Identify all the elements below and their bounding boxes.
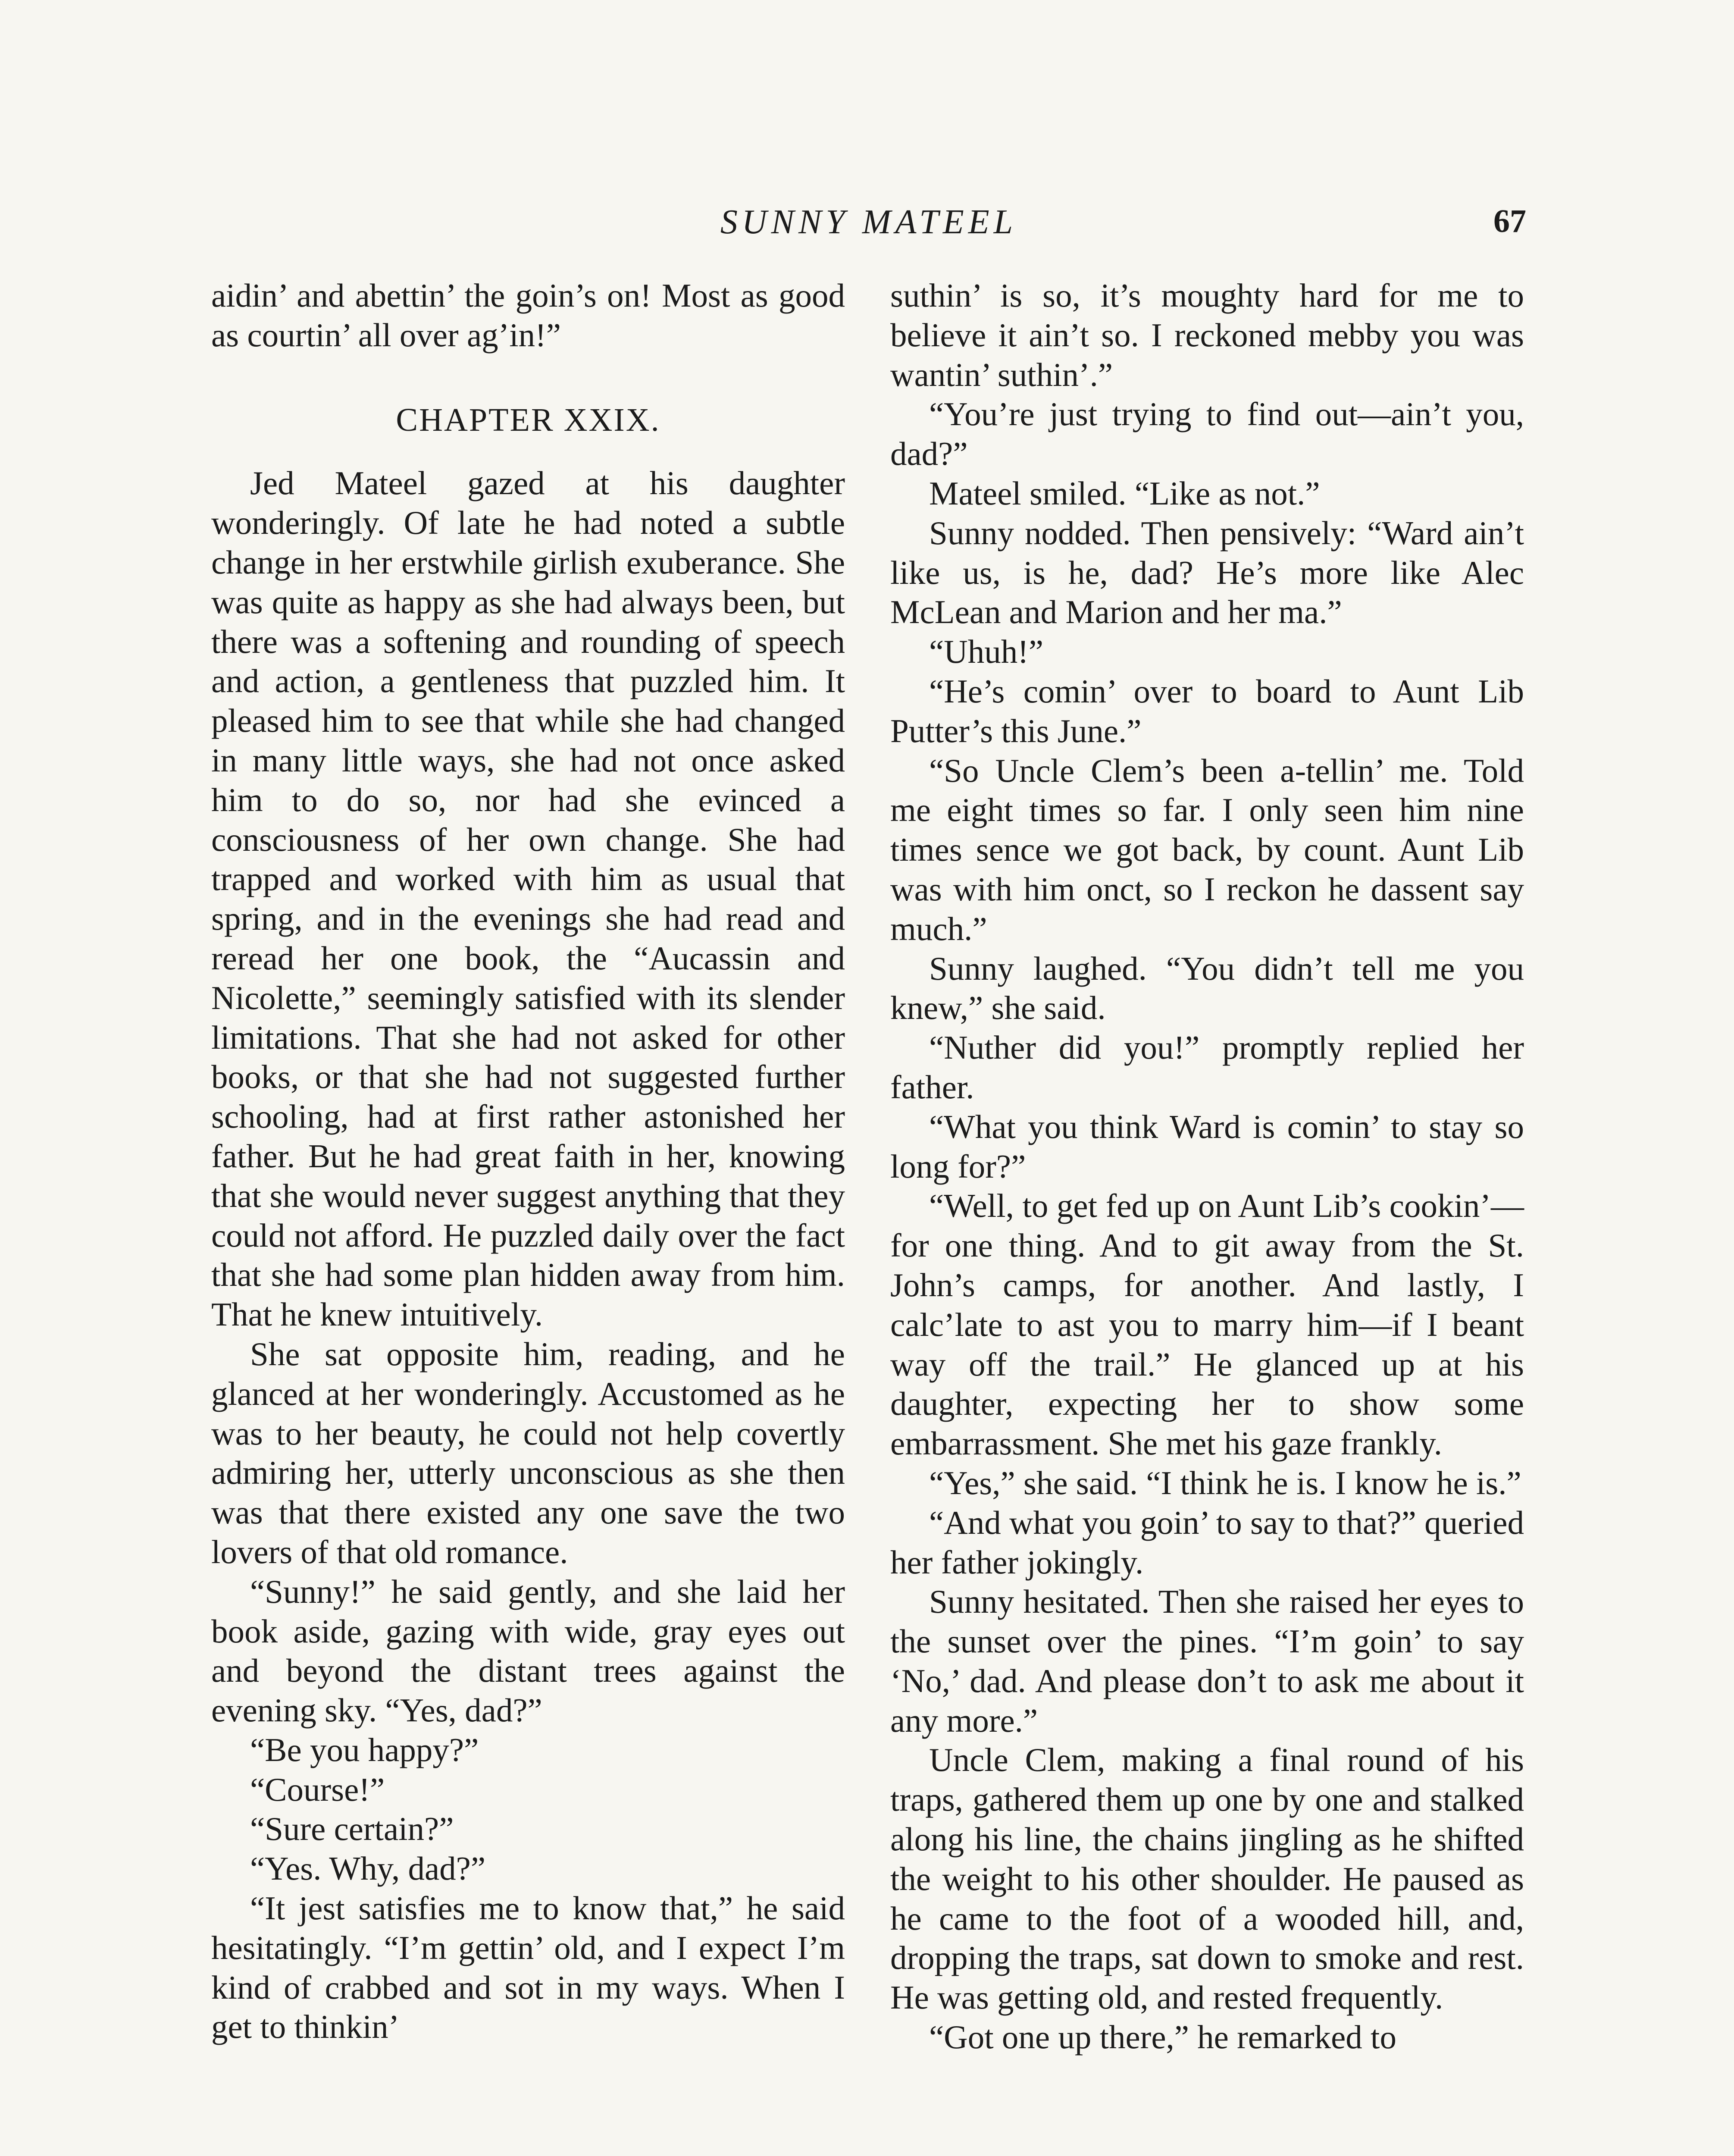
paragraph: “Sure certain?”: [250, 1810, 454, 1848]
paragraph: “Course!”: [250, 1771, 385, 1808]
paragraph: Sunny laughed. “You didn’t tell me you knew,” she said.: [890, 950, 1524, 1027]
paragraph: “You’re just trying to find out—ain’t you, dad?”: [890, 395, 1524, 473]
paragraph: “It jest satisfies me to know that,” he said hesitatingly. “I’m gettin’ old, and I expect I’m kind of crabbed and sot in my ways. When I get to thinkin’: [211, 1890, 845, 2046]
paragraph: suthin’ is so, it’s moughty hard for me to believe it ain’t so. I reckoned mebby you was wantin’ suthin’.”: [890, 277, 1524, 393]
paragraph: “And what you goin’ to say to that?” queried her father jokingly.: [890, 1504, 1524, 1581]
paragraph: Jed Mateel gazed at his daughter wonderingly. Of late he had noted a subtle change in her erstwhile girlish exuberance. She was quite as happy as she had always been, but there was a softening and rounding of speech and action, a gentleness that puzzled him. It pleased him to see that while she had changed in many little ways, she had not once asked him to do so, nor had she evinced a consciousness of her own change. She had trapped and worked with him as usual that spring, and in the evenings she had read and reread her one book, the “Aucassin and Nicolette,” seemingly satisfied with its slender limitations. That she had not asked for other books, or that she had not suggested further schooling, had at first rather astonished her father. But he had great faith in her, knowing that she would never suggest anything that they could not afford. He puzzled daily over the fact that she had some plan hidden away from him. That he knew intuitively.: [211, 464, 845, 1333]
running-title: SUNNY MATEEL: [720, 203, 1017, 241]
paragraph: Sunny hesitated. Then she raised her eyes to the sunset over the pines. “I’m goin’ to say ‘No,’ dad. And please don’t to ask me about it any more.”: [890, 1583, 1524, 1739]
chapter-heading: CHAPTER XXIX.: [396, 401, 660, 438]
paragraph: Uncle Clem, making a final round of his traps, gathered them up one by one and stalked along his line, the chains jingling as he shifted the weight to his other shoulder. He paused as he came to the foot of a wooded hill, and, dropping the traps, sat down to smoke and rest. He was getting old, and rested frequently.: [890, 1741, 1524, 2016]
paragraph: “Yes,” she said. “I think he is. I know he is.”: [929, 1464, 1521, 1501]
paragraph: “Uhuh!”: [929, 633, 1044, 671]
paragraph: “Yes. Why, dad?”: [250, 1850, 486, 1887]
page-header: [211, 203, 1526, 254]
page-number: 67: [1493, 203, 1526, 239]
paragraph: Mateel smiled. “Like as not.”: [929, 474, 1320, 512]
paragraph: aidin’ and abettin’ the goin’s on! Most as good as courtin’ all over ag’in!”: [211, 277, 845, 354]
paragraph: Sunny nodded. Then pensively: “Ward ain’t like us, is he, dad? He’s more like Alec McLean and Marion and her ma.”: [890, 514, 1524, 631]
paragraph: “Well, to get fed up on Aunt Lib’s cookin’—for one thing. And to git away from the St. John’s camps, for another. And lastly, I calc’late to ast you to marry him—if I beant way off the trail.” He glanced up at his daughter, expecting her to show some embarrassment. She met his gaze frankly.: [890, 1187, 1524, 1462]
paragraph: “He’s comin’ over to board to Aunt Lib Putter’s this June.”: [890, 672, 1524, 749]
paragraph: “Sunny!” he said gently, and she laid her book aside, gazing with wide, gray eyes out and beyond the distant trees against the evening sky. “Yes, dad?”: [211, 1573, 845, 1729]
right-column: [890, 276, 1524, 2057]
left-column: [211, 276, 845, 2047]
paragraph: “What you think Ward is comin’ to stay so long for?”: [890, 1108, 1524, 1185]
paragraph: “So Uncle Clem’s been a-tellin’ me. Told me eight times so far. I only seen him nine times sence we got back, by count. Aunt Lib was with him onct, so I reckon he dassent say much.”: [890, 752, 1524, 947]
paragraph: She sat opposite him, reading, and he glanced at her wonderingly. Accustomed as he was to her beauty, he could not help covertly admiring her, utterly unconscious as she then was that there existed any one save the two lovers of that old romance.: [211, 1335, 845, 1570]
paragraph: “Nuther did you!” promptly replied her father.: [890, 1029, 1524, 1106]
paragraph: “Be you happy?”: [250, 1731, 479, 1768]
paragraph: “Got one up there,” he remarked to: [929, 2018, 1396, 2056]
